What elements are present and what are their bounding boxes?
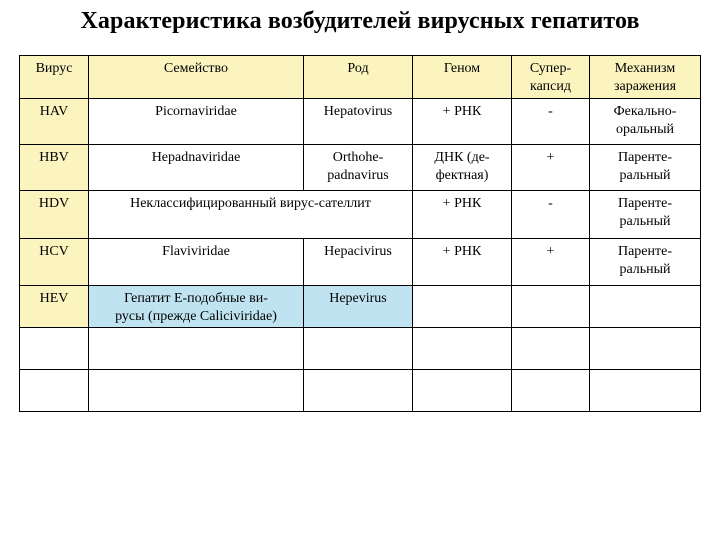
cell-empty bbox=[512, 328, 590, 370]
cell-mechanism-line: ральный bbox=[619, 262, 671, 277]
cell-empty bbox=[590, 328, 701, 370]
table-row-empty bbox=[20, 370, 701, 412]
header-mechanism bbox=[590, 56, 701, 99]
cell-mechanism bbox=[590, 145, 701, 191]
cell-family-line: Гепатит Е-подобные ви- bbox=[124, 291, 268, 306]
cell-virus: HAV bbox=[20, 99, 89, 145]
table-row-hcv bbox=[20, 239, 701, 286]
cell-empty bbox=[20, 370, 89, 412]
cell-virus: HCV bbox=[20, 239, 89, 286]
cell-mechanism-line: Паренте- bbox=[617, 150, 673, 165]
header-mechanism-line: Механизм bbox=[614, 61, 676, 76]
cell-virus: HDV bbox=[20, 191, 89, 239]
cell-genome-line: ДНК (де- bbox=[434, 150, 490, 165]
cell-empty bbox=[304, 328, 413, 370]
cell-mechanism bbox=[590, 239, 701, 286]
cell-mechanism-line: Паренте- bbox=[617, 244, 673, 259]
cell-supercapsid: + bbox=[512, 145, 590, 191]
page-title: Характеристика возбудителей вирусных гепатитов bbox=[80, 8, 640, 34]
virus-table bbox=[19, 55, 701, 412]
cell-empty bbox=[512, 370, 590, 412]
cell-genus-line: padnavirus bbox=[327, 168, 389, 183]
cell-mechanism-line: ральный bbox=[619, 168, 671, 183]
cell-virus: HEV bbox=[20, 286, 89, 328]
header-supercapsid-line: Супер- bbox=[529, 61, 572, 76]
cell-genus-line: Orthohe- bbox=[332, 150, 384, 165]
header-supercapsid bbox=[512, 56, 590, 99]
header-supercapsid-line: капсид bbox=[530, 79, 571, 94]
cell-family-genus-merged: Неклассифицированный вирус-сателлит bbox=[89, 191, 413, 239]
table-row-hav bbox=[20, 99, 701, 145]
cell-empty bbox=[413, 370, 512, 412]
cell-mechanism bbox=[590, 99, 701, 145]
table-row-empty bbox=[20, 328, 701, 370]
cell-mechanism bbox=[590, 191, 701, 239]
cell-mechanism bbox=[590, 286, 701, 328]
cell-genus: Hepevirus bbox=[304, 286, 413, 328]
cell-empty bbox=[304, 370, 413, 412]
cell-genome: + РНК bbox=[413, 239, 512, 286]
cell-genus: Hepatovirus bbox=[304, 99, 413, 145]
cell-genome-line: фектная) bbox=[435, 168, 489, 183]
header-family: Семейство bbox=[89, 56, 304, 99]
header-genome: Геном bbox=[413, 56, 512, 99]
header-genus: Род bbox=[304, 56, 413, 99]
header-virus: Вирус bbox=[20, 56, 89, 99]
table-header-row bbox=[20, 56, 701, 99]
cell-supercapsid: - bbox=[512, 191, 590, 239]
cell-virus: HBV bbox=[20, 145, 89, 191]
cell-genome: + РНК bbox=[413, 191, 512, 239]
cell-family: Hepadnaviridae bbox=[89, 145, 304, 191]
cell-genome bbox=[413, 145, 512, 191]
cell-mechanism-line: Паренте- bbox=[617, 196, 673, 211]
cell-genome bbox=[413, 286, 512, 328]
cell-family-line: русы (прежде Caliciviridae) bbox=[115, 309, 277, 324]
cell-genome: + РНК bbox=[413, 99, 512, 145]
cell-supercapsid: - bbox=[512, 99, 590, 145]
cell-genus: Hepacivirus bbox=[304, 239, 413, 286]
cell-family: Flaviviridae bbox=[89, 239, 304, 286]
table-row-hev bbox=[20, 286, 701, 328]
cell-genus bbox=[304, 145, 413, 191]
cell-supercapsid: + bbox=[512, 239, 590, 286]
cell-family bbox=[89, 286, 304, 328]
cell-mechanism-line: ральный bbox=[619, 214, 671, 229]
cell-empty bbox=[590, 370, 701, 412]
cell-mechanism-line: Фекально- bbox=[613, 104, 677, 119]
header-mechanism-line: заражения bbox=[613, 79, 677, 94]
cell-mechanism-line: оральный bbox=[615, 122, 675, 137]
cell-empty bbox=[89, 328, 304, 370]
cell-supercapsid bbox=[512, 286, 590, 328]
cell-empty bbox=[20, 328, 89, 370]
cell-empty bbox=[413, 328, 512, 370]
table-row-hbv bbox=[20, 145, 701, 191]
table-row-hdv bbox=[20, 191, 701, 239]
cell-empty bbox=[89, 370, 304, 412]
cell-family: Picornaviridae bbox=[89, 99, 304, 145]
